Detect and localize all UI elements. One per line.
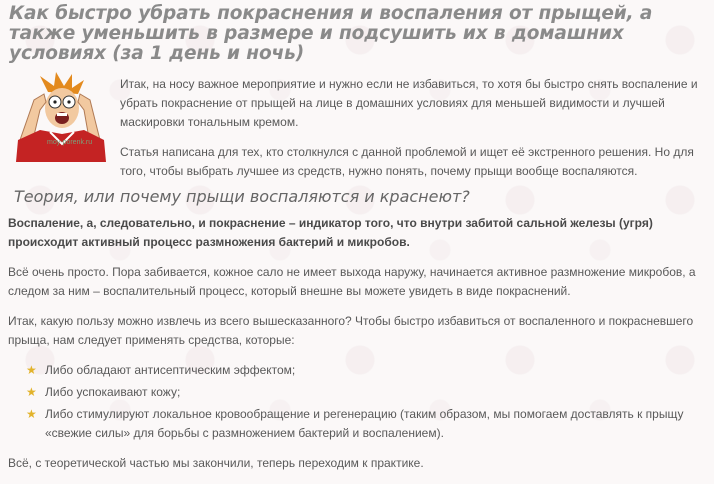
bullet-list [8, 361, 698, 443]
section-heading: Теория, или почему прыщи воспаляются и краснеют? [14, 187, 470, 206]
image-watermark: moy-porenk.ru [47, 139, 93, 146]
intro-paragraph-2: Статья написана для тех, кто столкнулся с данной проблемой и ищет её экстренного решения. Но для того, чтобы выбрать лучшее из средств, нужно понять, почему прыщи вообще воспаляются. [120, 145, 694, 178]
bullet-text: Либо стимулируют локальное кровообращение и регенерацию (таким образом, мы помогаем доставлять к прыщу «свежие силы» для борьбы с размножением бактерий и воспалением). [45, 407, 684, 440]
star-icon: ★ [26, 363, 37, 377]
intro-paragraph-1: Итак, на носу важное мероприятие и нужно если не избавиться, то хотя бы быстро снять воспаление и убрать покраснение от прыщей на лице в домашних условиях для меньшей видимости и лучшей маскировки тональным кремом. [120, 77, 698, 129]
page-title: Как быстро убрать покраснения и воспаления от прыщей, а также уменьшить в размере и подсушить их в домашних условиях (за 1 день и ночь) [9, 3, 653, 64]
intro-image [10, 70, 110, 162]
bold-paragraph: Воспаление, а, следовательно, и покраснение – индикатор того, что внутри забитой сальной железы (угря) происходит активный процесс размножения бактерий и микробов. [8, 216, 653, 249]
star-icon: ★ [26, 407, 37, 421]
paragraph-4: Всё, с теоретической частью мы закончили, теперь переходим к практике. [8, 456, 424, 470]
article-body [8, 214, 698, 484]
bullet-text: Либо обладают антисептическим эффектом; [45, 363, 296, 377]
intro-text [120, 75, 700, 181]
panicked-cartoon-man-image [10, 70, 110, 162]
list-item [8, 383, 698, 402]
paragraph-3: Итак, какую пользу можно извлечь из всего вышесказанного? Чтобы быстро избавиться от воспаленного и покрасневшего прыща, нам следует применять средства, которые: [8, 314, 694, 347]
paragraph-2: Всё очень просто. Пора забивается, кожное сало не имеет выхода наружу, начинается активное размножение микробов, а следом за ним – воспалительный процесс, который внешне вы можете увидеть в виде покраснений. [8, 265, 696, 298]
bullet-text: Либо успокаивают кожу; [45, 385, 181, 399]
list-item [8, 405, 698, 443]
list-item [8, 361, 698, 380]
star-icon: ★ [26, 385, 37, 399]
